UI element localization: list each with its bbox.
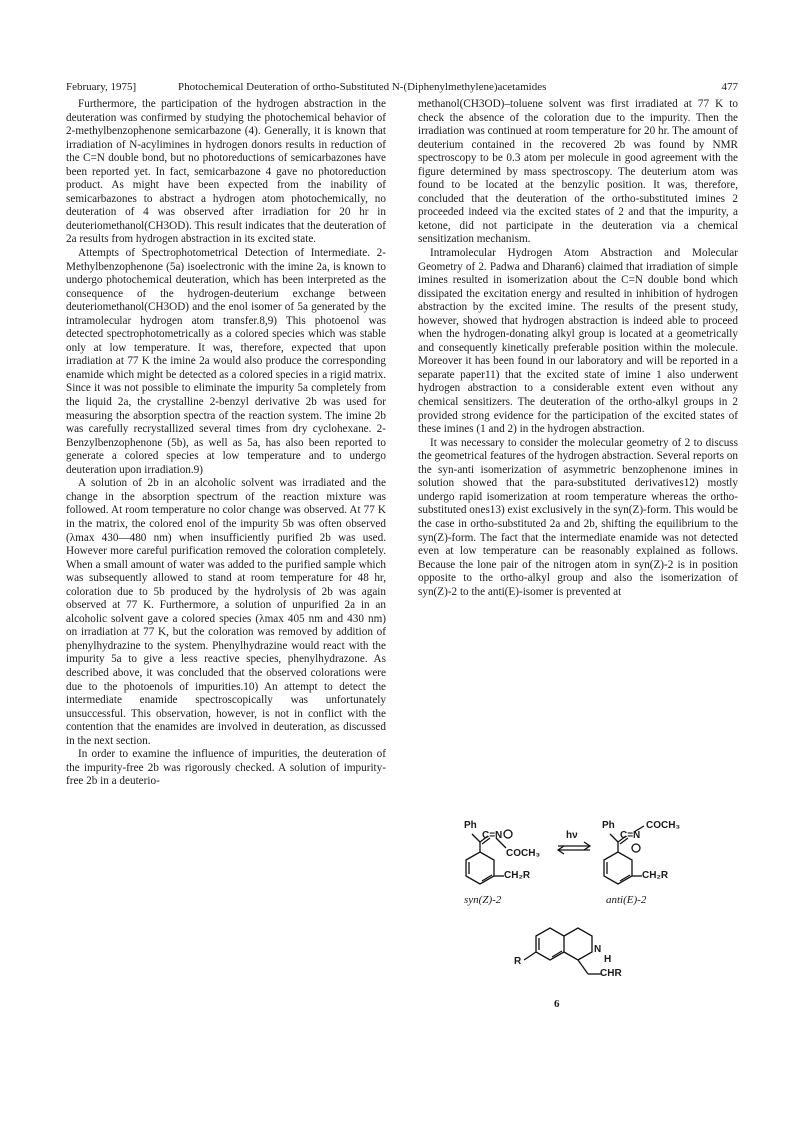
compound-6-label: 6: [554, 998, 560, 1010]
ch2r-label-syn: CH₂R: [504, 870, 531, 881]
header-title: Photochemical Deuteration of ortho-Substituted N-(Diphenylmethylene)acetamides: [178, 81, 547, 93]
paragraph: Furthermore, the participation of the hydrogen abstraction in the deuteration was confirmed by studying the photochemical behavior of 2-methylbenzophenone semicarbazone (4). Generally, it is known that irradiation of N-acylimines in hydrogen donors results in reduction of the C=N double bond, but no photoreductions of semicarbazones have been reported yet. In fact, semicarbazone 4 gave no photoreduction product. As might have been expected from the inability of semicarbazones to abstract a hydrogen atom photochemically, no deuteration of 4 was observed after irradiation for 20 hr in deuteriomethanol(CH3OD). This result indicates that the deuteration of 2a results from hydrogen abstraction in its excited state.: [66, 98, 386, 246]
syn-label: syn(Z)-2: [464, 894, 502, 906]
reaction-scheme: [418, 818, 738, 1018]
left-column: [66, 98, 386, 789]
r-label: R: [514, 956, 522, 967]
paragraph: It was necessary to consider the molecular geometry of 2 to discuss the geometrical features of the hydrogen abstraction. Several reports on the syn-anti isomerization of asymmetric benzophenone imines in solution showed that the para-substituted derivatives12) mostly undergo rapid isomerization at room temperature whereas the ortho-substituted ones13) exist exclusively in the syn(Z)-form. This would be the case in ortho-substituted 2a and 2b, shifting the equilibrium to the syn(Z)-form. The fact that the intermediate enamide was not detected even at low temperature can be reasonably explained as follows. Because the lone pair of the nitrogen atom in syn(Z)-2 is in position opposite to the ortho-alkyl group and also the isomerization of syn(Z)-2 to the anti(E)-isomer is prevented at: [418, 436, 738, 598]
coch3-label-syn: COCH₃: [506, 848, 541, 859]
ph-label-syn: Ph: [464, 820, 477, 831]
paragraph: methanol(CH3OD)–toluene solvent was first irradiated at 77 K to check the absence of the coloration due to the impurity. Then the irradiation was continued at room temperature for 20 hr. The amount of deuterium contained in the recovered 2b was found by NMR spectroscopy to be 0.3 atom per molecule in good agreement with the figure determined by mass spectroscopy. The deuterium atom was found to be located at the benzylic position. It was, therefore, concluded that the deuteration of the ortho-substituted imines 2 proceeded indeed via the excited states of 2 and that the impurity, a ketone, did not participate in the deuteration via a chemical sensitization mechanism.: [418, 98, 738, 246]
paragraph: Attempts of Spectrophotometrical Detection of Intermediate. 2-Methylbenzophenone (5a) isoelectronic with the imine 2a, is known to undergo photochemical deuteration, which has been interpreted as the consequence of the hydrogen-deuterium exchange between deuteriomethanol(CH3OD) and the enol isomer of 5a generated by the intramolecular hydrogen atom transfer.8,9) This photoenol was detected spectrophotometrically as a colored species which was stable only at low temperature. It was, therefore, expected that upon irradiation at 77 K the imine 2a would also produce the corresponding enamide which might be detected as a colored species in a rigid matrix. Since it was not possible to eliminate the impurity 5a completely from the liquid 2a, the crystalline 2-benzyl derivative 2b was used for measuring the absorption spectra of the reaction system. The imine 2b was carefully recrystallized several times from dry cyclohexane. 2-Benzylbenzophenone (5b), as well as 5a, has also been reported to generate a colored species at low temperature and to undergo deuteration upon irradiation.9): [66, 247, 386, 476]
compound-6-ring: [564, 928, 592, 960]
cn-label-anti: C=N: [620, 830, 641, 841]
paragraph: A solution of 2b in an alcoholic solvent was irradiated and the change in the absorption spectrum of the reaction mixture was followed. At room temperature no color change was observed. At 77 K in the matrix, the colored enol of the impurity 5b was often observed (λmax 430—480 nm) when insufficiently purified 2b was used. However more careful purification removed the coloration completely. When a small amount of water was added to the purified sample which was subsequently allowed to stand at room temperature for 48 hr, coloration due to 5b produced by the hydrolysis of 2b was again observed at 77 K. Furthermore, a solution of unpurified 2a in an alcoholic solvent gave a colored species (λmax 405 nm and 430 nm) on irradiation at 77 K, but the coloration was removed by addition of phenylhydrazine to the system. Phenylhydrazine would react with the impurity 5a to give a less reactive species, phenylhydrazone. As described above, it was concluded that the observed colorations were due to the photoenols of impurities.10) An attempt to detect the intermediate enamide spectroscopically was unfortunately unsuccessful. This observation, however, is not in conflict with the contention that the enamides are involved in deuteration, as discussed in the next section.: [66, 477, 386, 747]
benzene-ring-anti: [604, 852, 632, 884]
h-label-6: H: [604, 954, 612, 965]
hv-label: hν: [566, 830, 578, 841]
n-label-6: N: [594, 944, 602, 955]
page-number: 477: [721, 81, 738, 93]
anti-label: anti(E)-2: [606, 894, 647, 906]
scheme-graphic: [418, 818, 738, 1018]
cn-label-syn: C=N: [482, 830, 503, 841]
benzene-ring-syn: [466, 852, 494, 884]
ch2r-label-anti: CH₂R: [642, 870, 669, 881]
header-date: February, 1975]: [66, 81, 137, 93]
compound-6-benzene: [536, 928, 564, 960]
paragraph: Intramolecular Hydrogen Atom Abstraction and Molecular Geometry of 2. Padwa and Dharan6) claimed that irradiation of simple imines resulted in isomerization about the C=N double bond which dissipated the excitation energy and resulted in inhibition of hydrogen abstraction by the excited imine. The results of the present study, however, showed that hydrogen abstraction is indeed able to proceed when the hydrogen-donating alkyl group is located at a geometrically and consequently kinetically preferable position within the molecule. Moreover it has been found in our laboratory and will be reported in a separate paper11) that the excited state of imine 1 also underwent hydrogen abstraction to a considerable extent even without any chemical sensitizers. The deuteration of the ortho-alkyl groups in 2 provided strong evidence for the participation of the excited states of these imines (1 and 2) in the hydrogen abstraction.: [418, 247, 738, 436]
paragraph: In order to examine the influence of impurities, the deuteration of the impurity-free 2b was rigorously checked. A solution of impurity-free 2b in a deuterio-: [66, 748, 386, 788]
right-column: [418, 98, 738, 599]
chr-label-6: CHR: [600, 968, 622, 979]
coch3-label-anti: COCH₃: [646, 820, 681, 831]
ph-label-anti: Ph: [602, 820, 615, 831]
